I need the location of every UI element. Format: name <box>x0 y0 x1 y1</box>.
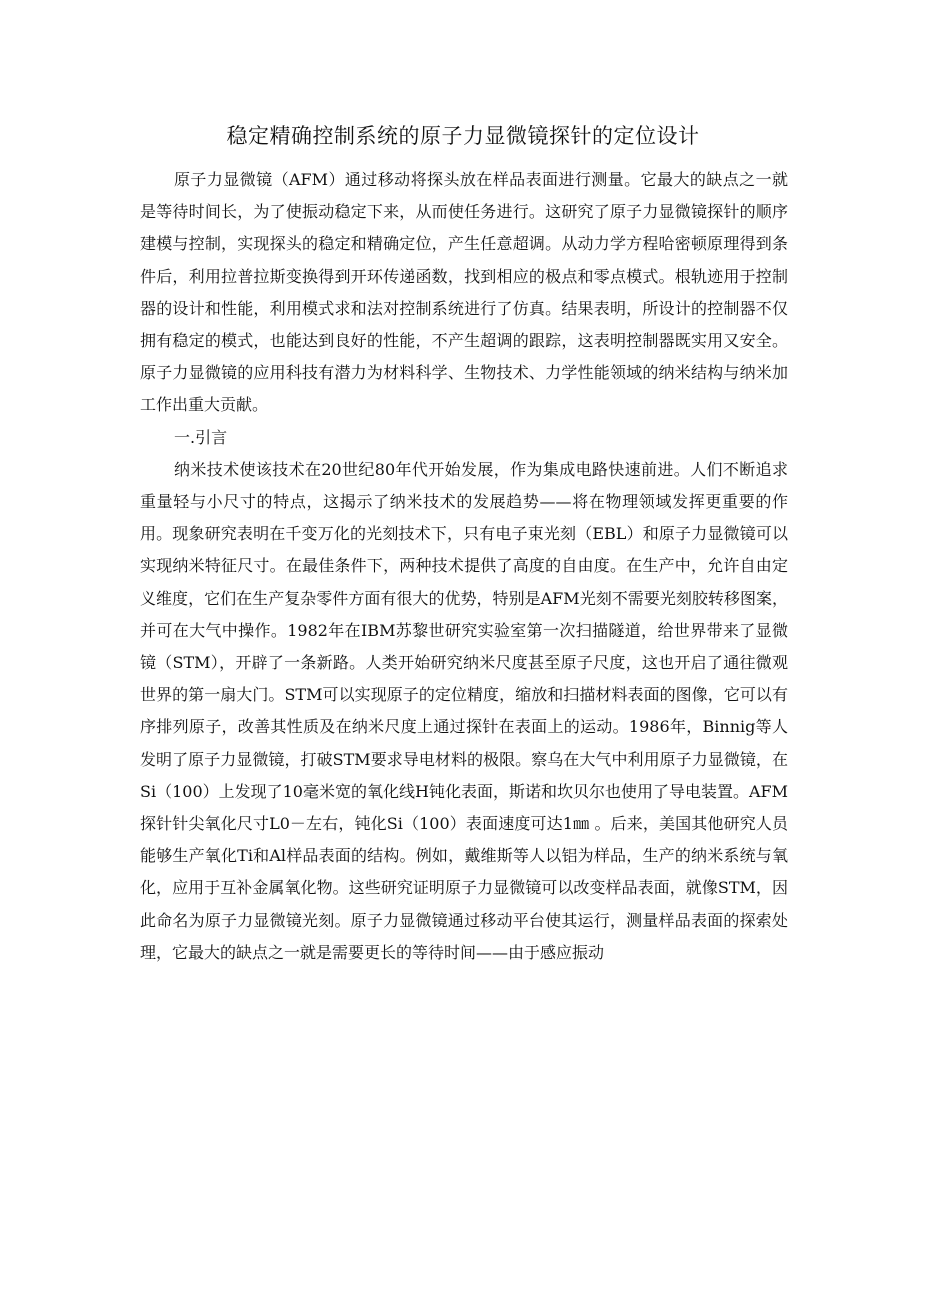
abstract-paragraph: 原子力显微镜（AFM）通过移动将探头放在样品表面进行测量。它最大的缺点之一就是等待时间长，为了使振动稳定下来，从而使任务进行。这研究了原子力显微镜探针的顺序建模与控制，实现探头的稳定和精确定位，产生任意超调。从动力学方程哈密顿原理得到条件后，利用拉普拉斯变换得到开环传递函数，找到相应的极点和零点模式。根轨迹用于控制器的设计和性能，利用模式求和法对控制系统进行了仿真。结果表明，所设计的控制器不仅拥有稳定的模式，也能达到良好的性能，不产生超调的跟踪，这表明控制器既实用又安全。原子力显微镜的应用科技有潜力为材料科学、生物技术、力学性能领域的纳米结构与纳米加工作出重大贡献。 <box>140 170 788 415</box>
introduction-paragraph: 纳米技术使该技术在20世纪80年代开始发展，作为集成电路快速前进。人们不断追求重量轻与小尺寸的特点，这揭示了纳米技术的发展趋势——将在物理领域发挥更重要的作用。现象研究表明在千变万化的光刻技术下，只有电子束光刻（EBL）和原子力显微镜可以实现纳米特征尺寸。在最佳条件下，两种技术提供了高度的自由度。在生产中，允许自由定义维度，它们在生产复杂零件方面有很大的优势，特别是AFM光刻不需要光刻胶转移图案，并可在大气中操作。1982年在IBM苏黎世研究实验室第一次扫描隧道，给世界带来了显微镜（STM），开辟了一条新路。人类开始研究纳米尺度甚至原子尺度，这也开启了通往微观世界的第一扇大门。STM可以实现原子的定位精度，缩放和扫描材料表面的图像，它可以有序排列原子，改善其性质及在纳米尺度上通过探针在表面上的运动。1986年，Binnig等人发明了原子力显微镜，打破STM要求导电材料的极限。察乌在大气中利用原子力显微镜，在Si（100）上发现了10毫米宽的氧化线H钝化表面，斯诺和坎贝尔也使用了导电装置。AFM探针针尖氧化尺寸L0－左右，钝化Si（100）表面速度可达1㎜ 。后来，美国其他研究人员能够生产氧化Ti和Al样品表面的结构。例如，戴维斯等人以铝为样品，生产的纳米系统与氧化，应用于互补金属氧化物。这些研究证明原子力显微镜可以改变样品表面，就像STM，因此命名为原子力显微镜光刻。原子力显微镜通过移动平台使其运行，测量样品表面的探索处理，它最大的缺点之一就是需要更长的等待时间——由于感应振动 <box>140 459 788 962</box>
section-heading-introduction: 一.引言 <box>174 427 228 447</box>
document-body <box>140 164 788 969</box>
document-title: 稳定精确控制系统的原子力显微镜探针的定位设计 <box>226 124 700 148</box>
